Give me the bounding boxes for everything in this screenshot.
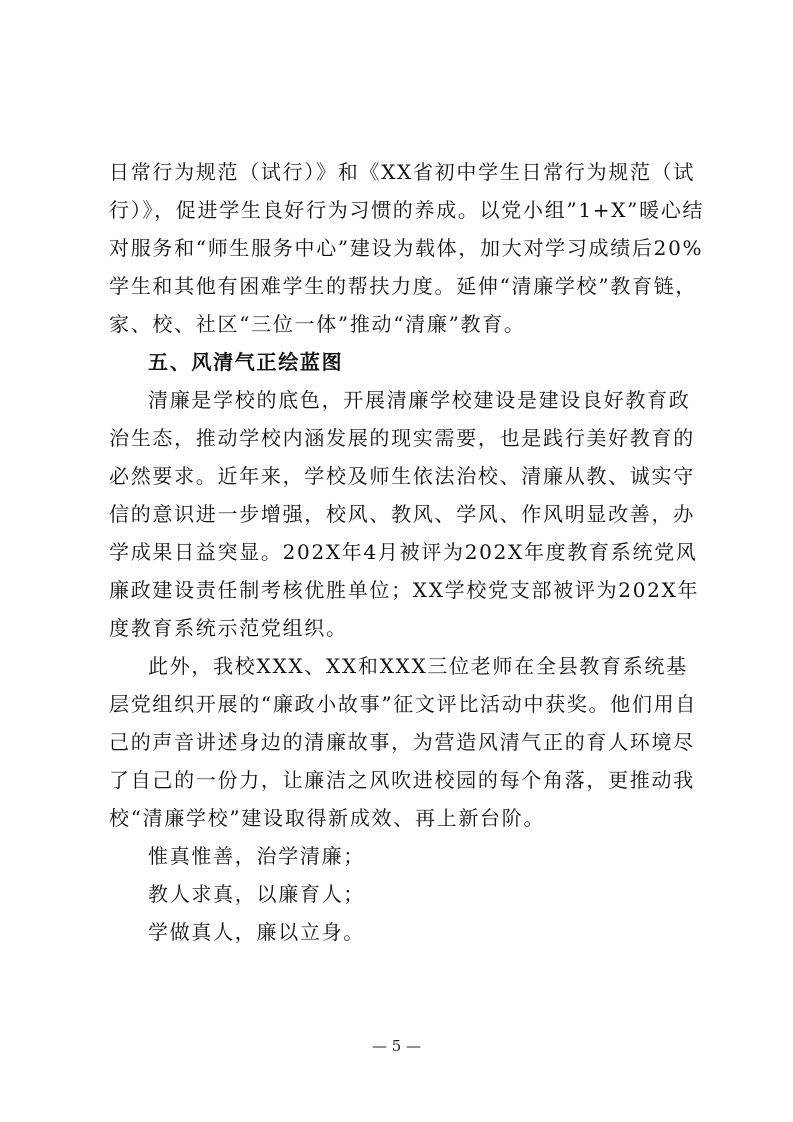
body-text-line: 度教育系统示范党组织。 <box>109 616 348 640</box>
body-text-line: 学成果日益突显。202X年4月被评为202X年度教育系统党风 <box>109 540 698 564</box>
body-text-line: 对服务和“师生服务中心”建设为载体，加大对学习成绩后20% <box>109 236 704 260</box>
body-text-line: 己的声音讲述身边的清廉故事，为营造风清气正的育人环境尽 <box>109 730 695 754</box>
body-text-line: 学生和其他有困难学生的帮扶力度。延伸“清廉学校”教育链， <box>109 274 698 298</box>
motto-line: 教人求真，以廉育人； <box>148 882 365 906</box>
body-text-line: 层党组织开展的“廉政小故事”征文评比活动中获奖。他们用自 <box>109 692 698 716</box>
section-heading: 五、风清气正绘蓝图 <box>148 350 344 374</box>
body-text-line: 治生态，推动学校内涵发展的现实需要，也是践行美好教育的 <box>109 426 695 450</box>
motto-line: 学做真人，廉以立身。 <box>148 920 365 944</box>
body-text-line: 必然要求。近年来，学校及师生依法治校、清廉从教、诚实守 <box>109 464 695 488</box>
page-number: — 5 — <box>371 1037 422 1055</box>
body-text-line: 日常行为规范（试行）》和《XX省初中学生日常行为规范（试 <box>109 160 696 184</box>
body-text-line: 家、校、社区“三位一体”推动“清廉”教育。 <box>109 312 526 336</box>
body-text-line: 清廉是学校的底色，开展清廉学校建设是建设良好教育政 <box>148 388 691 412</box>
body-text-line: 此外，我校XXX、XX和XXX三位老师在全县教育系统基 <box>148 654 688 678</box>
body-text-line: 了自己的一份力，让廉洁之风吹进校园的每个角落，更推动我 <box>109 768 695 792</box>
body-text-line: 校“清廉学校”建设取得新成效、再上新台阶。 <box>109 806 546 830</box>
body-text-line: 廉政建设责任制考核优胜单位；XX学校党支部被评为202X年 <box>109 578 700 602</box>
motto-line: 惟真惟善，治学清廉； <box>148 844 365 868</box>
body-text-line: 行）》，促进学生良好行为习惯的养成。以党小组”1+X”暖心结 <box>109 198 705 222</box>
body-text-line: 信的意识进一步增强，校风、教风、学风、作风明显改善，办 <box>109 502 695 526</box>
